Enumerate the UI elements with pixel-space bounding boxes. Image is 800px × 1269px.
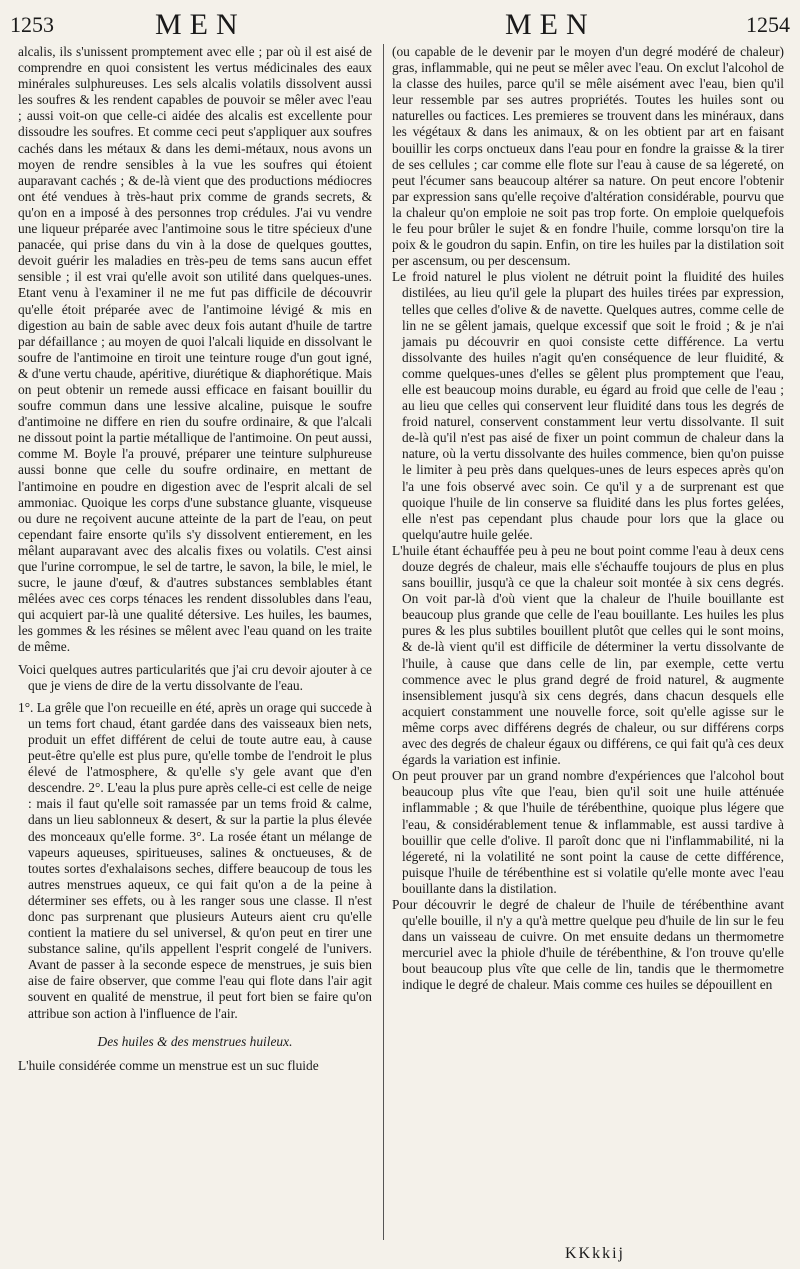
right-column <box>392 44 784 1244</box>
column-divider <box>383 44 384 1240</box>
left-paragraph-2: Voici quelques autres particularités que j'ai cru devoir ajouter à ce que je viens de dire de la vertu dissolvante de l'eau. <box>18 661 372 693</box>
section-subheading: Des huiles & des menstrues huileux. <box>97 1033 293 1049</box>
right-paragraph-3: L'huile étant échauffée peu à peu ne bout point comme l'eau à deux cens douze degrés de chaleur, mais elle s'échauffe toujours de plus en plus sans bouillir, jusqu'à ce que la chaleur soit montée à six cens degrés. On voit par-là d'où vient que la chaleur de l'huile bouillante est beaucoup plus grande que celle de l'eau bouillante. Les huiles les plus pures & les plus subtiles bouillent plutôt que celles qui le sont moins, & de-là vient qu'il est difficile de déterminer la vertu dissolvante de l'huile, à cause que dans celle de lin, par exemple, cette vertu commence avec le plus grand degré de froid naturel, & augmente insensiblement jusqu'à six cens degrés, dans chacun desquels elle acquiert constamment une nouvelle force, soit qu'elle agisse sur le même corps avec différens degrés de chaleur, ou sur différens corps avec des degrés de chaleur égaux ou différens, ce qui fait qu'à ces deux égards la variation est infinie. <box>392 542 784 768</box>
left-paragraph-1: alcalis, ils s'unissent promptement avec elle ; par où il est aisé de comprendre en quoi consistent les vertus médicinales des eaux minérales sulphureuses. Les sels alcalis volatils dissolvent aussi les soufres & les rendent capables de pouvoir se mêler avec l'eau ; aussi voit-on que celle-ci aidée des alcalis est excellente pour dissoudre les soufres. Et comme ceci peut s'appliquer aux soufres cachés dans les métaux & dans les demi-métaux, nous avons un moyen de rendre sensibles à la vue les soufres qui étoient auparavant cachés ; & de-là vient que des productions médiocres ont été vendues à très-haut prix comme de grands secrets, & qu'on en a imposé à des personnes trop crédules. J'ai vu vendre une liqueur préparée avec l'antimoine sous le titre spécieux d'une panacée, qui prise dans du vin à la dose de quelques gouttes, devoit guérir les maladies en très-peu de tems sans aucun effet sensible ; il est vrai qu'elle avoit son utilité dans quelques-unes. Etant venu à l'examiner il ne me fut pas difficile de découvrir qu'elle étoit préparée avec de l'antimoine lévigé & mis en digestion au bain de sable avec deux fois autant d'huile de tartre par défaillance ; au moyen de quoi l'alcali liquide en dissolvant le soufre de l'antimoine en tiroit une teinture rouge d'un gout igné, & d'une vertu chaude, apéritive, diurétique & diaphorétique. Mais on peut obtenir un remede aussi efficace en faisant bouillir du soufre commun dans une lessive alcaline, puisque le soufre d'antimoine ne differe en rien du soufre ordinaire, & que l'alcali ne dissout point la partie métallique de l'antimoine. On peut aussi, comme M. Boyle l'a prouvé, préparer une teinture sulphureuse aussi bonne que celle du soufre ordinaire, en mettant de l'antimoine en poudre en digestion avec de l'esprit alcali de sel ammoniac. Quoique les corps d'une substance gluante, visqueuse ou dure ne reçoivent aucune atteinte de la part de l'eau, on peut cependant faire ensorte qu'ils s'y dissolvent entierement, en les mêlant auparavant avec des alcalis fixes ou volatils. C'est ainsi que l'urine corrompue, le sel de tartre, le savon, la bile, le miel, le sucre, le jaune d'œuf, & d'autres substances semblables étant mêlées avec ces corps ténaces les rendent dissolubles dans l'eau, qui acquiert par-là une qualité détersive. Les huiles, les baumes, les gommes & les résines se mêlent avec l'eau quand on les traite de même. <box>18 44 372 655</box>
left-column <box>18 44 372 1244</box>
running-head-right: MEN <box>505 8 596 41</box>
signature-mark: KKkkij <box>565 1245 625 1262</box>
running-head-left: MEN <box>155 8 246 41</box>
right-paragraph-2: Le froid naturel le plus violent ne détruit point la fluidité des huiles distilées, au lieu qu'il gele la plupart des huiles tirées par expression, telles que celles d'olive & de navette. Quelques autres, comme celle de lin ne se gêlent jamais, quelque excessif que soit le froid ; & je n'ai jamais pu découvrir en quoi consiste cette différence. La vertu dissolvante des huiles n'agit qu'en conséquence de leur fluidité, & comme quelques-unes d'elles se gêlent plus promptement que l'eau, elle est beaucoup moins durable, eu égard au froid que celle de l'eau ; au lieu que celles qui conservent leur fluidité dans tous les degrés de froid naturel, conservent constamment leur vertu dissolvante. Il suit de-là qu'il n'est pas aisé de fixer un point commun de chaleur dans la nature, où la vertu dissolvante des huiles commence, bien qu'on puisse le limiter à peu près dans quelques-unes de leurs especes après qu'on l'a une fois observé avec soin. Ce qu'il y a de surprenant est que quoique l'huile de lin conserve sa fluidité dans les plus fortes gelées, elle n'est pas cependant plus chaude pour lors que la glace ou quelqu'autre huile gelée. <box>392 269 784 542</box>
right-paragraph-4: On peut prouver par un grand nombre d'expériences que l'alcohol bout beaucoup plus vîte que l'eau, bien qu'il soit une huile atténuée inflammable ; & que l'huile de térébenthine, quoique plus légere que l'eau, & considérablement tenue & inflammable, est aussi tardive à bouillir que celle d'olive. Il paroît donc que ni l'inflammabilité, ni la légereté, ni la volatilité ne sont point la cause de cette différence, puisque l'huile de térébenthine est si volatile qu'elle monte avec l'eau bouillante dans la distilation. <box>392 768 784 896</box>
page-header <box>0 0 800 40</box>
left-paragraph-3: 1°. La grêle que l'on recueille en été, après un orage qui succede à un tems fort chaud, étant gardée dans des vaisseaux bien nets, produit un effet différent de celui de toute autre eau, à cause peut-être qu'elle est plus pure, qu'elle tombe de l'endroit le plus élevé de l'atmosphere, & qu'elle s'y gele avant que d'en descendre. 2°. L'eau la plus pure après celle-ci est celle de neige : mais il faut qu'elle soit ramassée par un tems froid & calme, dans un lieu sablonneux & desert, & sur la partie la plus élevée des monceaux qu'elle forme. 3°. La rosée étant un mélange de vapeurs aqueuses, spiritueuses, salines & onctueuses, & de toutes sortes d'exhalaisons seches, differe beaucoup de tous les autres menstrues aqueux, ce qui fait qu'on a de la peine à déterminer ses effets, ou à les ranger sous une classe. Il n'est donc pas surprenant que plusieurs Auteurs aient cru qu'elle contient la matiere du sel universel, & qu'on peut en tirer une substance saline, qu'ils appellent l'esprit congelé de l'univers. Avant de passer à la seconde espece de menstrues, je suis bien aise de faire observer, que comme l'eau qui flote dans l'air agit souvent en qualité de menstrue, il peut fort bien se faire qu'on attribue son action à l'influence de l'air. <box>18 699 372 1021</box>
page-number-left: 1253 <box>10 12 54 37</box>
page-number-right: 1254 <box>746 12 790 37</box>
left-paragraph-4: L'huile considérée comme un menstrue est un suc fluide <box>18 1057 319 1073</box>
right-paragraph-5: Pour découvrir le degré de chaleur de l'huile de térébenthine avant qu'elle bouille, il n'y a qu'à mettre quelque peu d'huile de lin sur le feu dans un vaisseau de cuivre. On met ensuite dedans un thermometre mercuriel avec la phiole d'huile de térébenthine, & l'on trouve qu'elle bout beaucoup plus vîte que celle de lin, tandis que le thermometre indique le degré de chaleur. Mais comme ces huiles se dépouillent en <box>392 896 784 993</box>
right-paragraph-1: (ou capable de le devenir par le moyen d'un degré modéré de chaleur) gras, inflammable, qui ne peut se mêler avec l'eau. On exclut l'alcohol de la classe des huiles, parce qu'il se mêle aisément avec l'eau, bien qu'il leur ressemble par ses autres propriétés. Toutes les huiles sont ou naturelles ou factices. Les premieres se trouvent dans les minéraux, dans les végétaux & dans les animaux, & on les obtient par art en faisant bouillir les corps onctueux dans l'eau pour en fondre la graisse & la tirer de ses cellules ; car comme elle flote sur l'eau à cause de sa légereté, on peut l'écumer sans beaucoup altérer sa nature. On peut encore l'obtenir par expression sans qu'elle reçoive d'altération considérable, pourvu que la chaleur qu'on emploie ne soit pas trop forte. On emploie quelquefois le feu pour brûler le sujet & en fondre l'huile, comme lorsqu'on tire la poix & le goudron du sapin. Enfin, on tire les huiles par la distilation soit per ascensum, ou per descensum. <box>392 44 784 269</box>
